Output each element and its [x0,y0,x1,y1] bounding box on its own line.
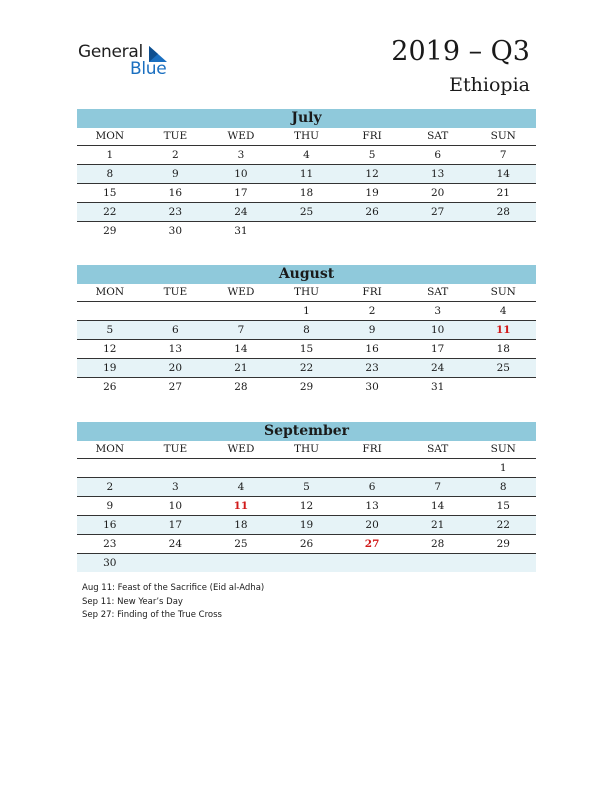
week-row [77,535,536,554]
day-cell [208,302,274,320]
day-cell: 12 [103,343,117,355]
holiday-day-cell: 11 [233,500,249,512]
day-cell: 26 [103,381,117,393]
weekday-label: THU [294,443,320,455]
day-cell [208,554,274,572]
day-cell [143,302,209,320]
logo-word-general: General [78,42,143,62]
day-cell: 31 [234,225,248,237]
day-cell: 9 [368,324,376,336]
day-cell: 17 [234,187,248,199]
weekday-label: SUN [490,443,516,455]
day-cell: 21 [234,362,248,374]
day-cell: 2 [106,481,114,493]
day-cell: 24 [430,362,445,374]
day-cell: 16 [168,187,183,199]
day-cell: 24 [234,206,248,218]
day-cell: 25 [234,538,248,550]
day-cell: 4 [237,481,245,493]
week-row [77,554,536,572]
day-cell [405,222,471,240]
weekday-label: SAT [427,130,449,142]
day-cell: 30 [103,557,117,569]
day-cell: 29 [103,225,117,237]
day-cell [339,222,405,240]
day-cell: 16 [103,519,117,531]
month-header: September [77,422,536,441]
day-cell: 2 [172,149,179,161]
day-cell: 29 [299,381,314,393]
day-cell: 18 [496,343,510,355]
weekday-label: SUN [490,130,516,142]
day-cell: 24 [168,538,183,550]
weekday-header-row [77,128,536,146]
weekday-label: FRI [362,286,382,298]
month-header: August [77,265,536,284]
month-header: July [77,109,536,128]
day-cell [274,222,340,240]
day-cell: 8 [106,168,114,180]
day-cell: 2 [368,305,376,317]
day-cell: 17 [430,343,445,355]
day-cell: 13 [168,343,183,355]
day-cell: 12 [299,500,314,512]
day-cell: 22 [496,519,510,531]
holiday-note: Sep 27: Finding of the True Cross [82,610,222,620]
day-cell [405,459,471,477]
day-cell: 3 [237,149,245,161]
day-cell [470,222,536,240]
weekday-label: SUN [490,286,516,298]
weekday-label: WED [227,130,255,142]
day-cell: 1 [499,462,507,474]
day-cell [208,459,274,477]
day-cell: 16 [365,343,379,355]
day-cell [470,554,536,572]
day-cell: 11 [299,168,314,180]
day-cell [339,554,405,572]
weekday-header-row [77,284,536,302]
day-cell: 9 [106,500,114,512]
day-cell: 13 [365,500,379,512]
day-cell: 5 [303,481,310,493]
day-cell [274,554,340,572]
weekday-header-row [77,441,536,459]
logo-word-blue: Blue [130,59,167,79]
day-cell: 12 [365,168,379,180]
holiday-notes [82,582,264,623]
weekday-label: TUE [163,443,188,455]
day-cell: 30 [168,225,183,237]
day-cell: 27 [168,381,183,393]
day-cell: 14 [496,168,510,180]
day-cell: 3 [172,481,179,493]
day-cell: 18 [299,187,314,199]
day-cell [143,554,209,572]
day-cell: 9 [172,168,179,180]
day-cell: 23 [365,362,379,374]
week-row [77,359,536,378]
weekday-label: SAT [427,286,449,298]
day-cell: 7 [499,149,507,161]
logo [78,42,178,82]
holiday-note: Sep 11: New Year’s Day [82,596,183,607]
day-cell [339,459,405,477]
country-name: Ethiopia [449,74,530,96]
day-cell: 21 [430,519,445,531]
day-cell: 25 [299,206,314,218]
day-cell: 4 [303,149,310,161]
day-cell: 17 [168,519,183,531]
holiday-day-cell: 11 [495,324,511,336]
day-cell: 19 [103,362,117,374]
day-cell: 26 [299,538,314,550]
day-cell: 28 [234,381,248,393]
day-cell: 13 [430,168,445,180]
week-row [77,184,536,203]
holiday-day-cell: 27 [364,538,380,550]
weekday-label: FRI [362,130,382,142]
weekday-label: TUE [163,286,188,298]
weekday-label: FRI [362,443,382,455]
day-cell [274,459,340,477]
day-cell: 6 [368,481,376,493]
day-cell: 8 [499,481,507,493]
week-row [77,340,536,359]
day-cell: 7 [434,481,442,493]
day-cell [405,554,471,572]
day-cell: 30 [365,381,379,393]
week-row [77,203,536,222]
day-cell: 28 [496,206,510,218]
day-cell: 20 [430,187,445,199]
weekday-label: MON [95,443,125,455]
weekday-label: THU [294,286,320,298]
day-cell: 1 [303,305,310,317]
day-cell: 6 [172,324,179,336]
week-row [77,459,536,478]
week-row [77,302,536,321]
day-cell: 5 [368,149,376,161]
day-cell: 25 [496,362,510,374]
day-cell: 21 [496,187,510,199]
week-row [77,497,536,516]
day-cell: 20 [168,362,183,374]
day-cell: 14 [234,343,248,355]
weekday-label: TUE [163,130,188,142]
day-cell: 6 [434,149,442,161]
day-cell: 19 [365,187,379,199]
weekday-label: SAT [427,443,449,455]
month-july [77,109,536,240]
day-cell: 27 [430,206,445,218]
day-cell [470,378,536,396]
day-cell: 29 [496,538,510,550]
week-row [77,165,536,184]
month-september [77,422,536,572]
day-cell: 4 [499,305,507,317]
day-cell: 10 [234,168,248,180]
week-row [77,321,536,340]
weekday-label: WED [227,286,255,298]
weekday-label: THU [294,130,320,142]
week-row [77,478,536,497]
week-row [77,146,536,165]
day-cell: 1 [106,149,114,161]
day-cell: 22 [299,362,314,374]
day-cell: 23 [103,538,117,550]
day-cell: 7 [237,324,245,336]
day-cell: 8 [303,324,310,336]
day-cell: 20 [365,519,379,531]
weekday-label: WED [227,443,255,455]
day-cell: 19 [299,519,314,531]
day-cell: 22 [103,206,117,218]
day-cell: 14 [430,500,445,512]
day-cell [77,302,143,320]
week-row [77,378,536,396]
day-cell: 10 [430,324,445,336]
day-cell: 15 [496,500,510,512]
week-row [77,516,536,535]
weekday-label: MON [95,286,125,298]
holiday-note: Aug 11: Feast of the Sacrifice (Eid al-Adha) [82,583,265,593]
day-cell: 10 [168,500,183,512]
day-cell: 5 [106,324,114,336]
day-cell [143,459,209,477]
day-cell: 15 [299,343,314,355]
page-title: 2019 – Q3 [391,36,530,67]
week-row [77,222,536,240]
day-cell: 18 [234,519,248,531]
day-cell [77,459,143,477]
day-cell: 3 [434,305,442,317]
day-cell: 23 [168,206,183,218]
month-august [77,265,536,396]
day-cell: 15 [103,187,117,199]
day-cell: 31 [430,381,445,393]
day-cell: 26 [365,206,379,218]
weekday-label: MON [95,130,125,142]
day-cell: 28 [430,538,445,550]
